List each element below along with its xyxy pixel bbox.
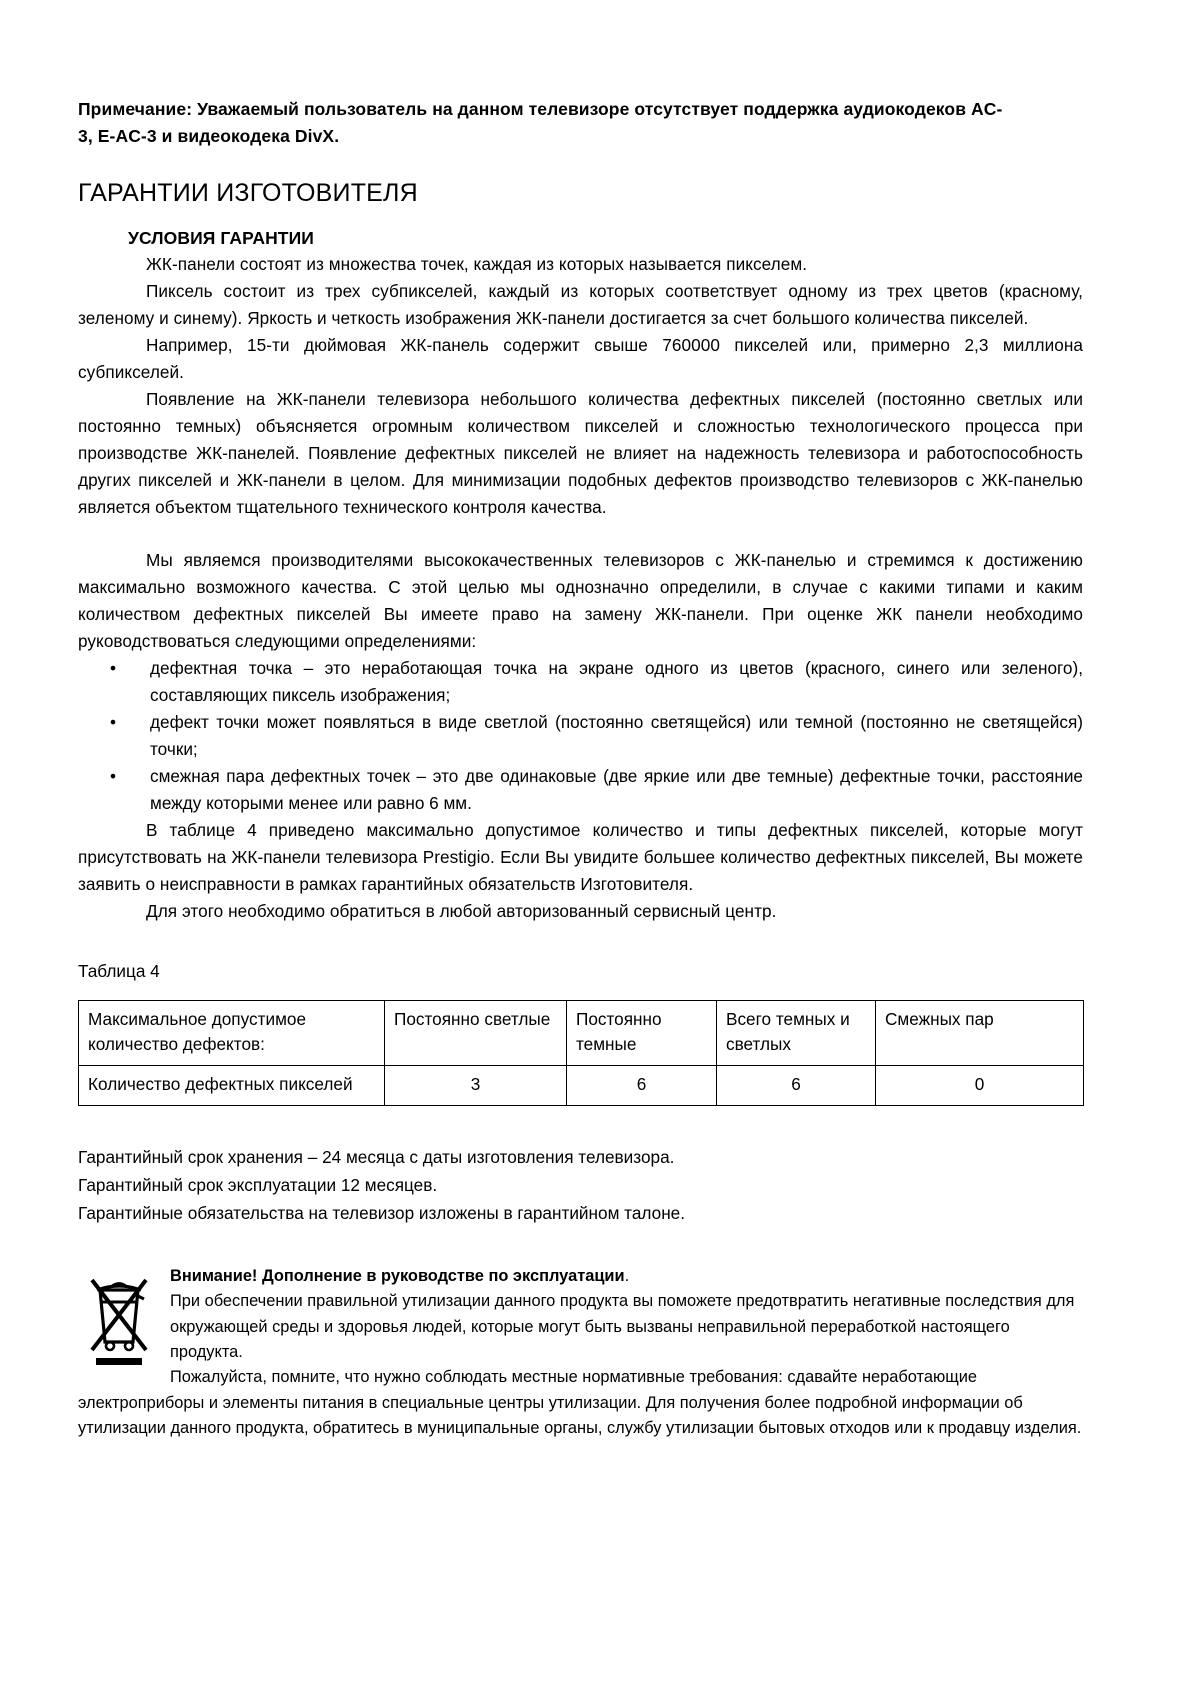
weee-heading	[170, 1264, 1083, 1289]
table-cell-value: 6	[717, 1066, 876, 1106]
codec-note: Примечание: Уважаемый пользователь на данном телевизоре отсутствует поддержка аудиокодеков AC-3, E-AC-3 и видеокодека DivX.	[78, 99, 1003, 146]
warranty-terms	[78, 1144, 1083, 1228]
list-item	[78, 709, 1083, 763]
crossed-out-wheeled-bin-icon	[88, 1266, 150, 1366]
table-cell-value: 6	[567, 1066, 717, 1106]
table-caption: Таблица 4	[78, 960, 160, 981]
weee-paragraph-2	[78, 1365, 1083, 1441]
warranty-storage-term: Гарантийный срок хранения – 24 месяца с даты изготовления телевизора.	[78, 1147, 675, 1168]
table-cell-value: 3	[385, 1066, 567, 1106]
table-header-row	[79, 1000, 1084, 1066]
list-item	[78, 763, 1083, 817]
paragraph-7: Для этого необходимо обратиться в любой авторизованный сервисный центр.	[146, 900, 777, 921]
section-subtitle: УСЛОВИЯ ГАРАНТИИ	[128, 227, 314, 248]
weee-notice	[78, 1264, 1083, 1442]
definitions-list	[78, 655, 1083, 817]
bullet-marker-icon: •	[110, 765, 117, 786]
list-item-text: смежная пара дефектных точек – это две одинаковые (две яркие или две темные) дефектные точки, расстояние между которыми менее или равно 6 мм.	[150, 765, 1083, 813]
table-header-cell: Постоянно темные	[567, 1000, 717, 1066]
table-header-cell: Всего темных и светлых	[717, 1000, 876, 1066]
weee-paragraph-1: При обеспечении правильной утилизации данного продукта вы поможете предотвратить негативные последствия для окружающей среды и здоровья людей, которые могут быть вызваны неправильной переработкой настоящего продукта.	[170, 1292, 1075, 1361]
table-header-cell: Максимальное допустимое количество дефектов:	[79, 1000, 385, 1066]
paragraph-4: Появление на ЖК-панели телевизора небольшого количества дефектных пикселей (постоянно светлых или постоянно темных) объясняется огромным количеством пикселей и сложностью технологического процесса при производстве ЖК-панелей. Появление дефектных пикселей не влияет на надежность телевизора и работоспособность других пикселей и ЖК-панели в целом. Для минимизации подобных дефектов производство телевизоров с ЖК-панелью является объектом тщательного технического контроля качества.	[78, 388, 1083, 517]
bullet-marker-icon: •	[110, 711, 117, 732]
table-cell-value: 0	[876, 1066, 1084, 1106]
page-title: ГАРАНТИИ ИЗГОТОВИТЕЛЯ	[78, 179, 418, 208]
weee-text-block	[78, 1264, 1083, 1366]
page-content	[78, 96, 1083, 1442]
paragraph-2: Пиксель состоит из трех субпикселей, каждый из которых соответствует одному из трех цветов (красному, зеленому и синему). Яркость и четкость изображения ЖК-панели достигается за счет большого количества пикселей.	[78, 280, 1083, 328]
table-header-cell: Постоянно светлые	[385, 1000, 567, 1066]
list-item	[78, 655, 1083, 709]
paragraph-1: ЖК-панели состоят из множества точек, каждая из которых называется пикселем.	[146, 253, 808, 274]
list-item-text: дефект точки может появляться в виде светлой (постоянно светящейся) или темной (постоянно не светящейся) точки;	[150, 711, 1083, 759]
table-row-label: Количество дефектных пикселей	[79, 1066, 385, 1106]
paragraph-5: Мы являемся производителями высококачественных телевизоров с ЖК-панелью и стремимся к достижению максимально возможного качества. С этой целью мы однозначно определили, в случае с какими типами и каким количеством дефектных пикселей Вы имеете право на замену ЖК-панели. При оценке ЖК панели необходимо руководствоваться следующими определениями:	[78, 549, 1083, 651]
weee-heading-bold: Внимание! Дополнение в руководстве по эксплуатации	[170, 1266, 625, 1285]
defective-pixels-table	[78, 1000, 1084, 1106]
weee-paragraph-2-text: Пожалуйста, помните, что нужно соблюдать местные нормативные требования: сдавайте неработающие электроприборы и элементы питания в специальные центры утилизации. Для получения более подробной информации об утилизации данного продукта, обратитесь в муниципальные органы, службу утилизации бытовых отходов или к продавцу изделия.	[78, 1368, 1082, 1438]
bullet-marker-icon: •	[110, 657, 117, 678]
paragraph-3: Например, 15-ти дюймовая ЖК-панель содержит свыше 760000 пикселей или, примерно 2,3 миллиона субпикселей.	[78, 334, 1083, 382]
warranty-obligations: Гарантийные обязательства на телевизор изложены в гарантийном талоне.	[78, 1202, 686, 1223]
warranty-service-term: Гарантийный срок эксплуатации 12 месяцев.	[78, 1174, 438, 1195]
paragraph-6: В таблице 4 приведено максимально допустимое количество и типы дефектных пикселей, которые могут присутствовать на ЖК-панели телевизора Prestigio. Если Вы увидите большее количество дефектных пикселей, Вы можете заявить о неисправности в рамках гарантийных обязательств Изготовителя.	[78, 819, 1083, 894]
table-header-cell: Смежных пар	[876, 1000, 1084, 1066]
weee-heading-period: .	[624, 1266, 630, 1285]
list-item-text: дефектная точка – это неработающая точка на экране одного из цветов (красного, синего или зеленого), составляющих пиксель изображения;	[150, 657, 1083, 705]
table-row	[79, 1066, 1084, 1106]
